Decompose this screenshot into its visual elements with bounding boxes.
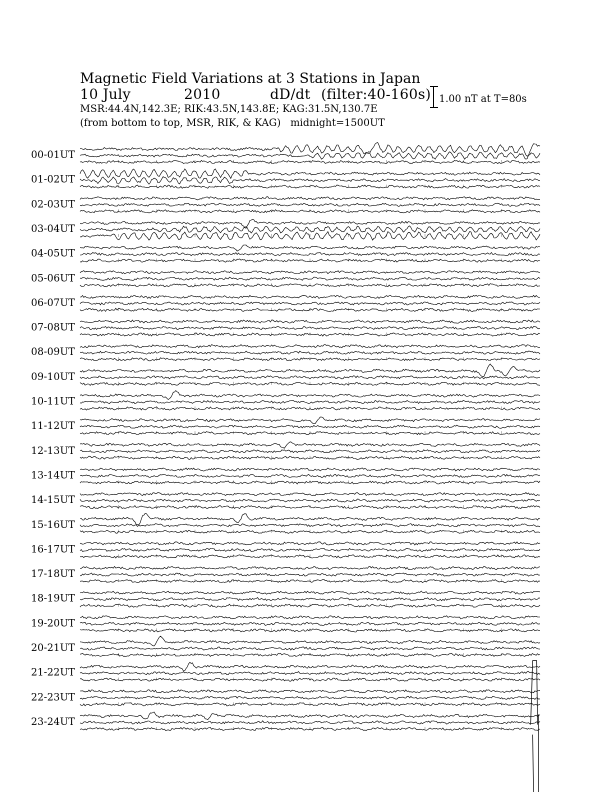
trace-rik [80,647,540,650]
trace-kag [80,468,540,471]
row-label: 15-16UT [31,519,75,531]
row-label: 05-06UT [31,273,75,285]
trace-rik [80,573,540,576]
trace-kag [80,513,540,525]
minute-ticks [118,554,501,557]
trace-rik [80,152,540,159]
trace-rik [80,177,540,185]
trace-kag [80,442,540,448]
end-of-day-excursion [531,661,539,792]
row-label: 00-01UT [31,150,75,161]
chart-title: Magnetic Field Variations at 3 Stations in Japan [80,71,421,87]
midnight-note: midnight=1500UT [290,118,385,129]
row-label: 09-10UT [31,371,75,383]
trace-kag [80,662,540,671]
trace-rik [80,376,540,379]
filter-label: (filter:40-160s) [321,87,432,103]
row-label: 21-22UT [31,667,75,679]
trace-rik [80,499,540,502]
trace-kag [80,493,540,496]
trace-rik [80,277,540,280]
trace-kag [80,591,540,594]
trace-rik [80,721,540,724]
trace-rik [80,400,540,403]
trace-kag [80,295,540,298]
quantity-label: dD/dt [270,87,311,103]
row-label: 23-24UT [31,716,75,728]
row-label: 04-05UT [31,248,75,260]
row-label: 19-20UT [31,618,75,630]
row-label: 17-18UT [31,569,75,581]
trace-kag [80,542,540,545]
stack-order-note: (from bottom to top, MSR, RIK, & KAG) [80,118,281,129]
row-label: 06-07UT [31,297,75,309]
trace-kag [80,364,540,377]
trace-rik [80,524,540,527]
row-label: 08-09UT [31,347,75,359]
row-label: 18-19UT [31,593,75,605]
trace-rik [80,351,540,354]
trace-rik [80,253,540,256]
row-label: 22-23UT [31,692,75,704]
row-label: 10-11UT [31,396,75,408]
trace-kag [80,417,540,424]
trace-rik [80,696,540,699]
trace-kag [80,320,540,323]
date-day-month: 10 July [80,87,131,103]
row-label: 11-12UT [31,421,75,433]
trace-kag [80,690,540,693]
trace-rik [80,622,540,625]
trace-kag [80,271,540,274]
trace-kag [80,391,540,400]
date-year: 2010 [184,87,221,103]
trace-kag [80,197,540,200]
trace-rik [80,302,540,305]
trace-rik [80,203,540,206]
trace-kag [80,616,540,619]
trace-kag [80,245,540,251]
trace-kag [80,712,540,720]
row-label: 14-15UT [31,495,75,507]
row-label: 07-08UT [31,322,75,334]
trace-kag [80,169,540,179]
trace-rik [80,672,540,675]
trace-kag [80,345,540,348]
row-label: 01-02UT [31,174,75,186]
trace-kag [80,219,540,228]
trace-rik [80,327,540,330]
trace-rik [80,474,540,477]
row-label: 20-21UT [31,643,75,654]
station-coordinates: MSR:44.4N,142.3E; RIK:43.5N,143.8E; KAG:31.5N,130.7E [80,104,378,115]
row-label: 03-04UT [31,223,75,235]
trace-rik [80,425,540,428]
trace-rik [80,548,540,551]
scale-label: 1.00 nT at T=80s [439,94,527,105]
trace-rik [80,598,540,601]
row-label: 13-14UT [31,470,75,482]
trace-rik [80,450,540,453]
row-label: 16-17UT [31,544,75,556]
scale-bar [430,86,438,108]
order-note [80,118,385,129]
trace-kag [80,636,540,646]
trace-kag [80,566,540,569]
row-label: 02-03UT [31,199,75,211]
row-label: 12-13UT [31,445,75,457]
